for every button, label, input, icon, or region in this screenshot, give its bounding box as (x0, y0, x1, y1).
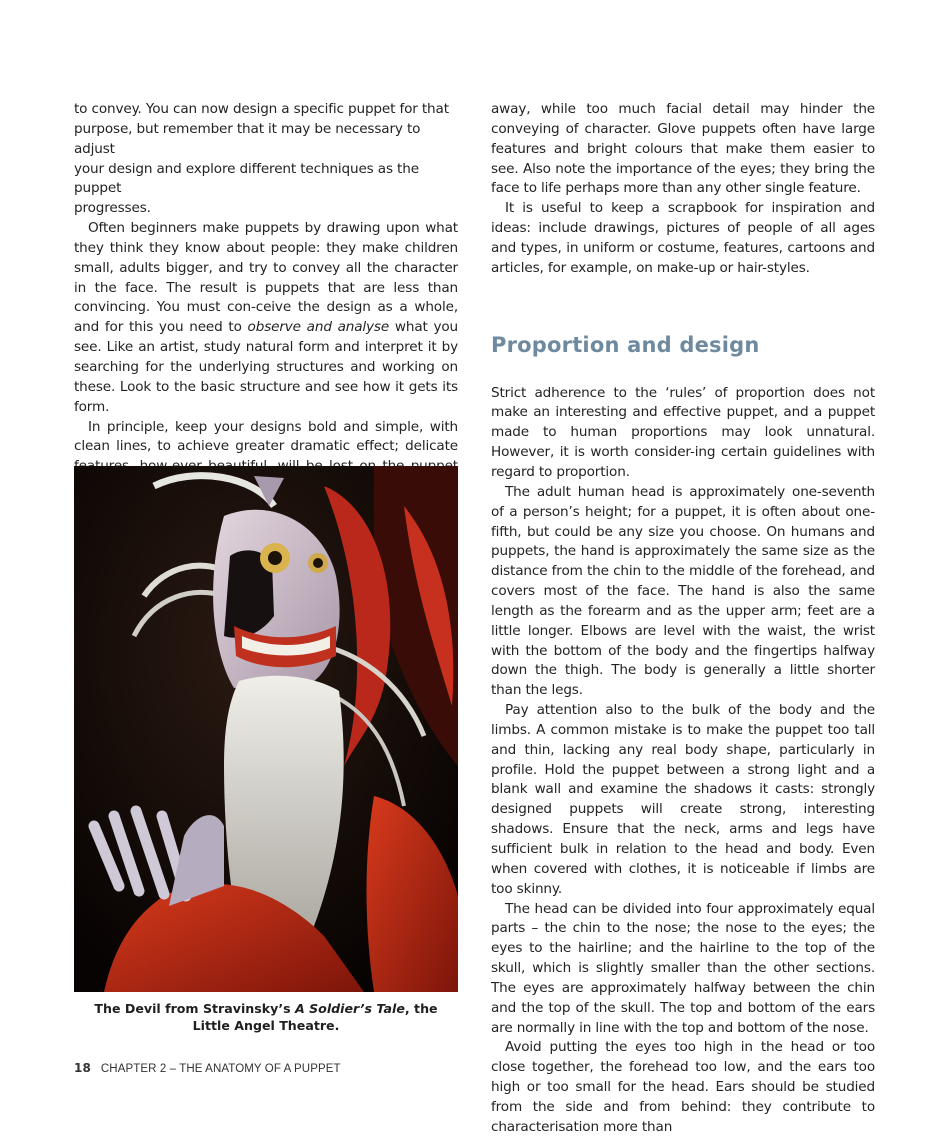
paragraph-principle: In principle, keep your designs bold and simple, with clean lines, to achieve greater dramatic effect; delicate (74, 418, 458, 455)
paragraph-continued (74, 100, 458, 219)
emphasis-observe: observe and analyse (247, 319, 390, 336)
paragraph-head-divided: The head can be divided into four approximately equal parts – the chin to the nose; the nose to the eyes; the eyes to the hairline; and the hairline to the top of the skull, which is slightly smaller than the other sections. The eyes are approximately halfway between the chin and the top of the skull. The top and bottom of the ears are normally in line with the top and bottom of the nose. (491, 900, 875, 1036)
devil-puppet-photo (74, 466, 458, 992)
devil-puppet-illustration (74, 466, 458, 992)
paragraph-bulk: Pay attention also to the bulk of the body and the limbs. A common mistake is to make the puppet too tall and thin, lacking any real body shape, particularly in profile. Hold the puppet between a strong light and a blank wall and examine the shadows it casts: strongly designed puppets will create strong, interesting shadows. Ensure that the neck, arms and legs have sufficient bulk in relation to the head and body. Even when covered with clothes, it is noticeable if limbs are too skinny. (491, 702, 875, 897)
caption-title: A Soldier’s Tale (294, 1001, 405, 1016)
paragraph-beginners: Often beginners make puppets by drawing upon what they think they know about people: they make children small, adults bigger, and try to convey all the character in the face. The result is puppets that are less than convincing. You must con-ceive the design as a whole, and for this you need to observe and analyse what you see. Like an artist, study natural form and interpret it by searching for the underlying structures and working on these. Look to the basic structure and see how it gets its form. (74, 220, 458, 415)
text-line: progresses. (74, 200, 151, 217)
running-head: CHAPTER 2 – THE ANATOMY OF A PUPPET (100, 1063, 341, 1075)
text-line: purpose, but remember that it may be necessary to adjust (74, 120, 421, 157)
section-heading: Proportion and design (491, 332, 760, 357)
text-line: your design and explore different techniques as the puppet (74, 160, 419, 197)
paragraph-away: away, while too much facial detail may hinder the conveying of character. Glove puppets often have large features and bright colours that make them easier to see. Also note the importance of the eyes; they bring the face to life perhaps more than any other single feature. (491, 101, 875, 197)
paragraph-scrapbook: It is useful to keep a scrapbook for inspiration and ideas: include drawings, pictures of people of all ages and types, in uniform or costume, features, cartoons and articles, for example, on make-up or hair-styles. (491, 200, 875, 276)
page-number: 18 (74, 1061, 91, 1075)
right-text-column (491, 100, 875, 1138)
text-line: to convey. You can now design a specific puppet for that (74, 101, 449, 117)
figure-caption: The Devil from Stravinsky’s A Soldier’s Tale, the Little Angel Theatre. (94, 1001, 438, 1033)
paragraph-avoid: Avoid putting the eyes too high in the head or too close together, the forehead too low, and the ears too high or too small for the head. Ears should be studied from the side and from behind: they contribute to characterisation more than (491, 1039, 875, 1135)
paragraph-strict: Strict adherence to the ‘rules’ of proportion does not make an interesting and effective puppet, and a puppet made to human proportions may look unnatural. However, it is worth consider-ing certain guidelines with regard to proportion. (491, 384, 875, 480)
page-footer (74, 1061, 341, 1075)
paragraph-adult-head: The adult human head is approximately one-seventh of a person’s height; for a puppet, it is often about one-fifth, but could be any size you choose. On humans and puppets, the hand is approximately the same size as the distance from the chin to the middle of the forehead, and covers most of the face. The hand is also the same length as the forearm and as the upper arm; feet are a little longer. Elbows are level with the waist, the wrist with the bottom of the body and the fingertips halfway down the thigh. The body is generally a little shorter than the legs. (491, 483, 875, 699)
left-text-column (74, 100, 458, 517)
